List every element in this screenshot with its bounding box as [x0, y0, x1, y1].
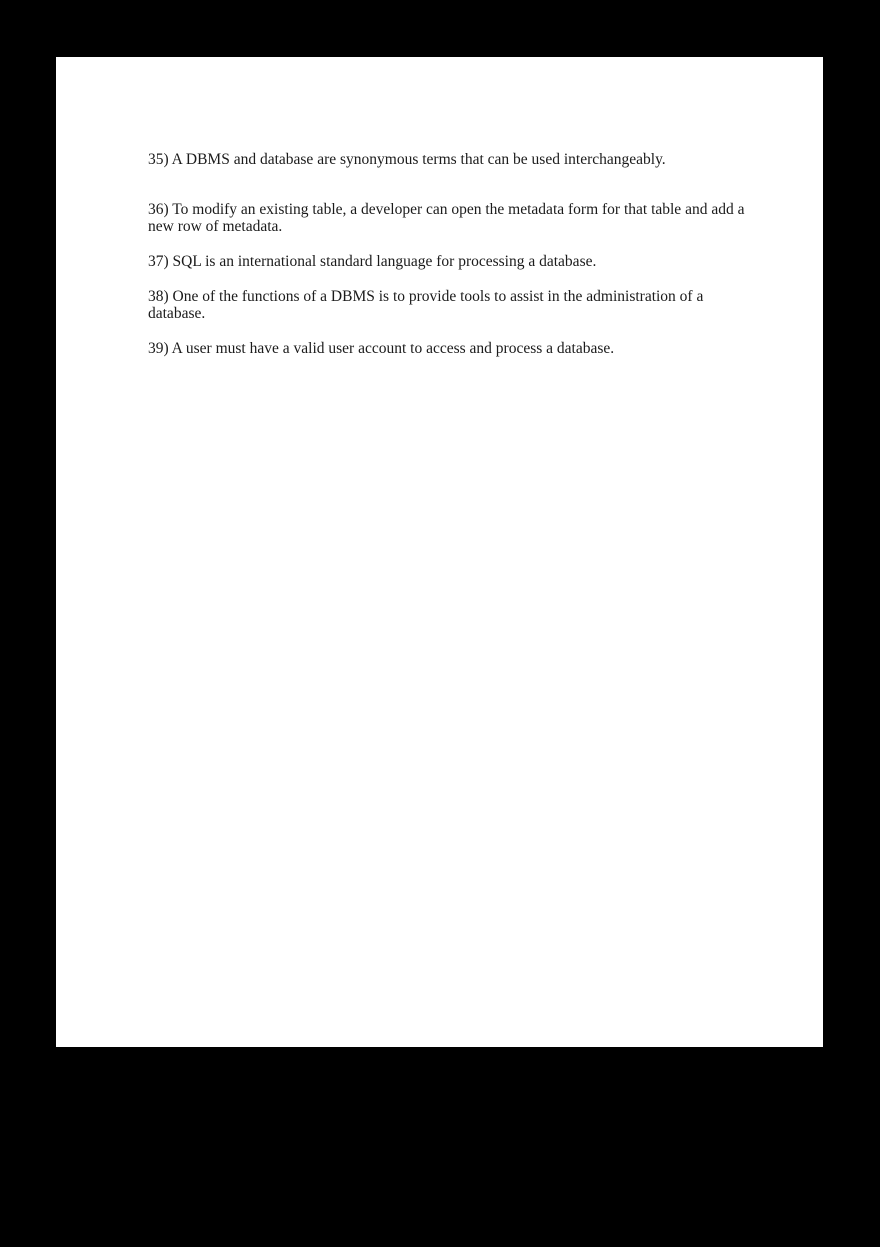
- question-36-line-2: new row of metadata.: [148, 218, 283, 235]
- question-35-line-1: 35) A DBMS and database are synonymous terms that can be used interchangeably.: [148, 151, 666, 168]
- question-35: [148, 151, 734, 168]
- question-38: [148, 288, 734, 322]
- document-page: [56, 57, 823, 1047]
- question-38-line-1: 38) One of the functions of a DBMS is to provide tools to assist in the administration of a: [148, 288, 704, 305]
- question-37-line-1: 37) SQL is an international standard language for processing a database.: [148, 253, 597, 270]
- question-list: [148, 151, 745, 357]
- question-36: [148, 201, 745, 235]
- question-39-line-1: 39) A user must have a valid user account to access and process a database.: [148, 340, 615, 357]
- question-39: [148, 340, 734, 357]
- question-38-line-2: database.: [148, 305, 206, 322]
- question-37: [148, 253, 734, 270]
- question-36-line-1: 36) To modify an existing table, a developer can open the metadata form for that table and add a: [148, 201, 745, 218]
